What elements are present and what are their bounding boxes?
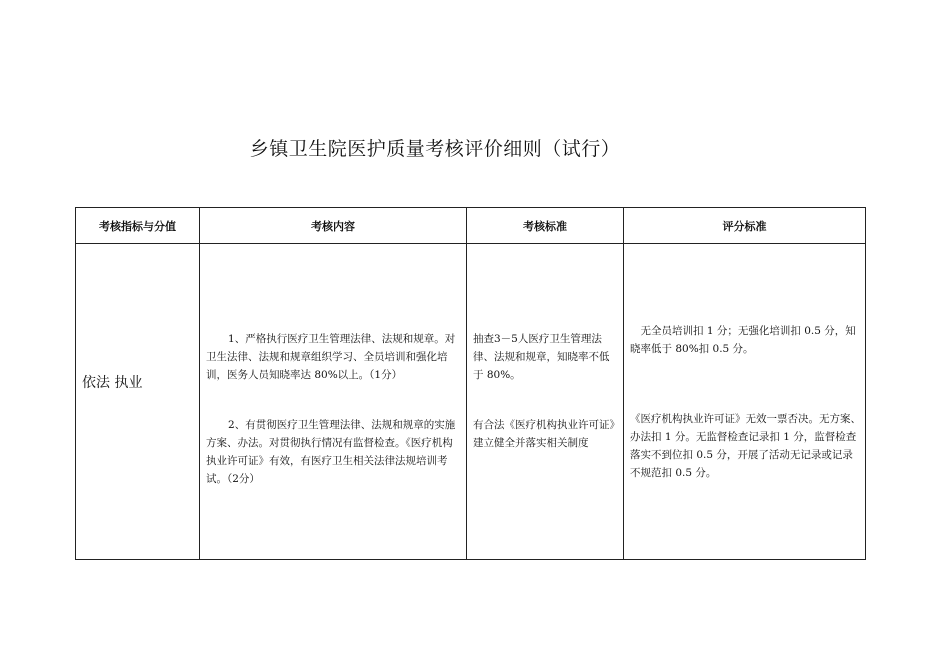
content-cell bbox=[200, 244, 467, 560]
header-scoring: 评分标准 bbox=[624, 208, 866, 244]
table-header-row bbox=[76, 208, 866, 244]
content-item-1: 1、严格执行医疗卫生管理法律、法规和规章。对卫生法律、法规和规章组织学习、全员培训和强化培训，医务人员知晓率达 80%以上。（1分） bbox=[206, 333, 456, 381]
standard-cell bbox=[467, 244, 624, 560]
table-row bbox=[76, 244, 866, 560]
scoring-item-1: 无全员培训扣 1 分；无强化培训扣 0.5 分，知晓率低于 80%扣 0.5 分。 bbox=[630, 325, 856, 355]
header-content: 考核内容 bbox=[200, 208, 467, 244]
standard-item-2: 有合法《医疗机构执业许可证》建立健全并落实相关制度 bbox=[473, 419, 615, 449]
scoring-cell bbox=[624, 244, 866, 560]
document-title: 乡镇卫生院医护质量考核评价细则（试行） bbox=[249, 138, 621, 160]
standard-item-1: 抽查3－5人医疗卫生管理法律、法规和规章，知晓率不低于 80%。 bbox=[473, 333, 610, 381]
assessment-table bbox=[75, 207, 866, 560]
content-item-2: 2、有贯彻医疗卫生管理法律、法规和规章的实施方案、办法。对贯彻执行情况有监督检查。《医疗机构执业许可证》有效，有医疗卫生相关法律法规培训考试。（2分） bbox=[206, 419, 456, 485]
scoring-item-2: 《医疗机构执业许可证》无效一票否决。无方案、办法扣 1 分。无监督检查记录扣 1 分，监督检查落实不到位扣 0.5 分，开展了活动无记录或记录不规范扣 0.5 分。 bbox=[630, 413, 861, 479]
category-label: 依法 执业 bbox=[82, 375, 143, 391]
category-cell bbox=[76, 244, 200, 560]
header-standard: 考核标准 bbox=[467, 208, 624, 244]
header-indicator: 考核指标与分值 bbox=[76, 208, 200, 244]
